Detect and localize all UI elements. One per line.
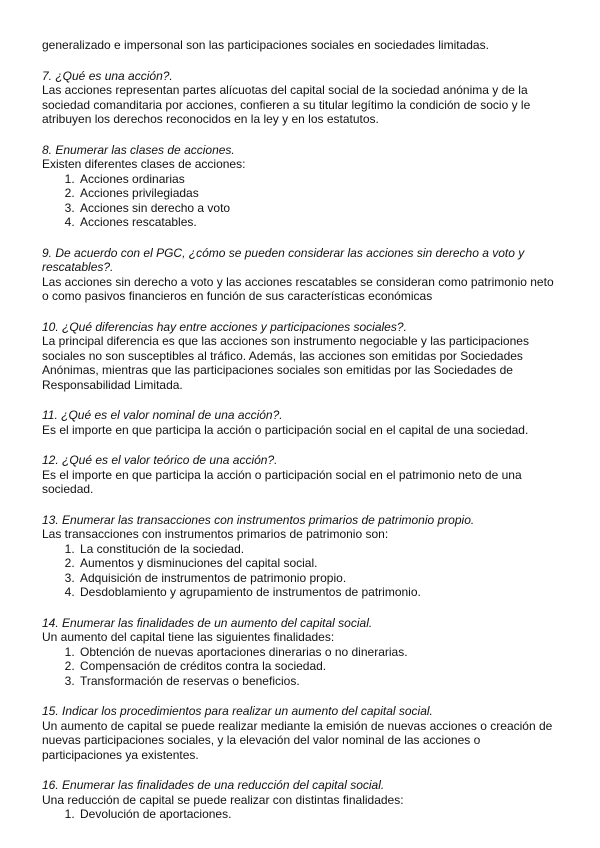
list-item: 1. La constitución de la sociedad.	[78, 542, 560, 557]
list-item: 3. Adquisición de instrumentos de patrimonio propio.	[78, 571, 560, 586]
question-section	[42, 778, 560, 822]
list-item: 2. Aumentos y disminuciones del capital social.	[78, 556, 560, 571]
question-title: 7. ¿Qué es una acción?.	[42, 68, 173, 83]
question-section	[42, 143, 560, 230]
question-title: 9. De acuerdo con el PGC, ¿cómo se pueden considerar las acciones sin derecho a voto y rescatables?.	[42, 245, 525, 274]
list-item: 3. Transformación de reservas o beneficios.	[78, 674, 560, 689]
question-section	[42, 408, 560, 437]
question-title: 14. Enumerar las finalidades de un aumento del capital social.	[42, 615, 373, 630]
question-section	[42, 513, 560, 600]
question-section	[42, 69, 560, 127]
answer-text: Es el importe en que participa la acción o participación social en el patrimonio neto de una sociedad.	[42, 467, 522, 496]
question-title: 8. Enumerar las clases de acciones.	[42, 142, 235, 157]
answer-text: Un aumento de capital se puede realizar mediante la emisión de nuevas acciones o creación de nuevas participaciones sociales, y la elevación del valor nominal de las acciones o participaciones ya existentes.	[42, 718, 553, 762]
list-item: 4. Acciones rescatables.	[78, 215, 560, 230]
question-section	[42, 246, 560, 304]
answer-text: Las acciones representan partes alícuotas del capital social de la sociedad anónima y de la sociedad comanditaria por acciones, confieren a su titular legítimo la condición de socio y le atribuyen los derechos reconocidos en la ley y en los estatutos.	[42, 83, 531, 126]
list-item: 3. Acciones sin derecho a voto	[78, 201, 560, 216]
answer-text: Existen diferentes clases de acciones:	[42, 157, 246, 171]
answer-list	[42, 645, 560, 689]
question-title: 15. Indicar los procedimientos para realizar un aumento del capital social.	[42, 704, 433, 718]
list-item: 1. Devolución de aportaciones.	[78, 807, 560, 822]
answer-text: Una reducción de capital se puede realizar con distintas finalidades:	[42, 792, 404, 807]
question-title: 11. ¿Qué es el valor nominal de una acción?.	[42, 408, 283, 422]
question-section	[42, 704, 560, 762]
answer-text: Las acciones sin derecho a voto y las acciones rescatables se consideran como patrimonio neto o como pasivos financieros en función de sus características económicas	[42, 274, 554, 303]
lead-paragraph: generalizado e impersonal son las participaciones sociales en sociedades limitadas.	[42, 38, 489, 52]
question-title: 13. Enumerar las transacciones con instrumentos primarios de patrimonio propio.	[42, 512, 475, 527]
list-item: 4. Desdoblamiento y agrupamiento de instrumentos de patrimonio.	[78, 585, 560, 600]
question-section	[42, 453, 560, 497]
question-title: 12. ¿Qué es el valor teórico de una acción?.	[42, 453, 278, 467]
answer-list	[42, 172, 560, 230]
answer-list	[42, 542, 560, 600]
list-item: 2. Acciones privilegiadas	[78, 186, 560, 201]
question-section	[42, 616, 560, 689]
question-section	[42, 320, 560, 393]
answer-list	[42, 807, 560, 822]
question-title: 16. Enumerar las finalidades de una reducción del capital social.	[42, 778, 385, 792]
answer-text: La principal diferencia es que las acciones son instrumento negociable y las participaciones sociales no son susceptibles al tráfico. Además, las acciones son emitidas por Sociedades Anónimas, mientras que las participaciones sociales son emitidas por las Sociedades de Responsabilidad Limitada.	[42, 334, 529, 392]
list-item: 1. Obtención de nuevas aportaciones dinerarias o no dinerarias.	[78, 645, 560, 660]
question-title: 10. ¿Qué diferencias hay entre acciones y participaciones sociales?.	[42, 319, 407, 334]
answer-text: Es el importe en que participa la acción o participación social en el capital de una sociedad.	[42, 422, 529, 437]
answer-text: Las transacciones con instrumentos primarios de patrimonio son:	[42, 527, 389, 541]
sections-container	[42, 69, 560, 822]
list-item: 1. Acciones ordinarias	[78, 172, 560, 187]
list-item: 2. Compensación de créditos contra la sociedad.	[78, 659, 560, 674]
answer-text: Un aumento del capital tiene las siguientes finalidades:	[42, 630, 335, 644]
